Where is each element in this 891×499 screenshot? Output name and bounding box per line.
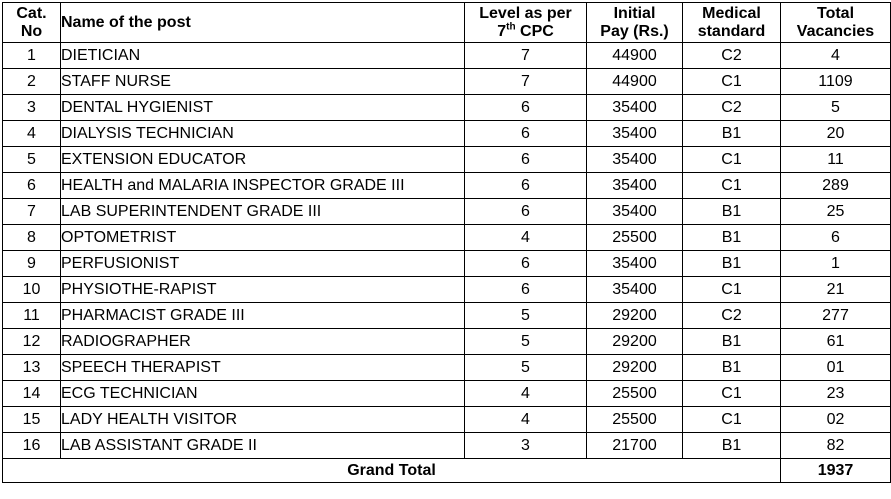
cell-level: 6 <box>465 147 587 173</box>
cell-level: 5 <box>465 329 587 355</box>
cell-level: 6 <box>465 251 587 277</box>
cell-total-vacancies: 23 <box>781 381 891 407</box>
cell-initial-pay: 35400 <box>587 277 683 303</box>
cell-cat-no: 1 <box>3 43 61 69</box>
cell-medical-standard: C1 <box>683 69 781 95</box>
cell-total-vacancies: 6 <box>781 225 891 251</box>
cell-medical-standard: B1 <box>683 433 781 459</box>
cell-post-name: STAFF NURSE <box>61 69 465 95</box>
table-row <box>3 95 891 121</box>
cell-cat-no: 14 <box>3 381 61 407</box>
table-row <box>3 69 891 95</box>
cell-initial-pay: 35400 <box>587 251 683 277</box>
table-row <box>3 433 891 459</box>
cell-post-name: PHARMACIST GRADE III <box>61 303 465 329</box>
cell-level: 5 <box>465 355 587 381</box>
cell-post-name: OPTOMETRIST <box>61 225 465 251</box>
cell-level: 5 <box>465 303 587 329</box>
cell-total-vacancies: 11 <box>781 147 891 173</box>
cell-initial-pay: 35400 <box>587 199 683 225</box>
cell-total-vacancies: 25 <box>781 199 891 225</box>
cell-post-name: HEALTH and MALARIA INSPECTOR GRADE III <box>61 173 465 199</box>
cell-cat-no: 7 <box>3 199 61 225</box>
cell-cat-no: 8 <box>3 225 61 251</box>
cell-total-vacancies: 5 <box>781 95 891 121</box>
cell-total-vacancies: 1 <box>781 251 891 277</box>
table-row <box>3 121 891 147</box>
cell-initial-pay: 35400 <box>587 147 683 173</box>
grand-total-row <box>3 459 891 483</box>
cell-medical-standard: C1 <box>683 277 781 303</box>
cell-total-vacancies: 21 <box>781 277 891 303</box>
cell-initial-pay: 44900 <box>587 69 683 95</box>
cell-level: 4 <box>465 381 587 407</box>
cell-level: 6 <box>465 95 587 121</box>
cell-total-vacancies: 82 <box>781 433 891 459</box>
cell-level: 6 <box>465 199 587 225</box>
cell-medical-standard: C1 <box>683 407 781 433</box>
cell-medical-standard: B1 <box>683 199 781 225</box>
cell-medical-standard: C1 <box>683 173 781 199</box>
table-row <box>3 303 891 329</box>
cell-total-vacancies: 4 <box>781 43 891 69</box>
cell-medical-standard: B1 <box>683 251 781 277</box>
table-row <box>3 277 891 303</box>
cell-level: 6 <box>465 173 587 199</box>
cell-medical-standard: C1 <box>683 147 781 173</box>
cell-initial-pay: 35400 <box>587 95 683 121</box>
cell-initial-pay: 25500 <box>587 407 683 433</box>
cell-level: 7 <box>465 43 587 69</box>
cell-cat-no: 10 <box>3 277 61 303</box>
cell-post-name: LAB SUPERINTENDENT GRADE III <box>61 199 465 225</box>
cell-total-vacancies: 01 <box>781 355 891 381</box>
cell-medical-standard: C2 <box>683 95 781 121</box>
cell-level: 6 <box>465 121 587 147</box>
cell-post-name: LADY HEALTH VISITOR <box>61 407 465 433</box>
cell-post-name: ECG TECHNICIAN <box>61 381 465 407</box>
cell-total-vacancies: 61 <box>781 329 891 355</box>
header-post-name: Name of the post <box>61 3 465 43</box>
cell-cat-no: 16 <box>3 433 61 459</box>
cell-initial-pay: 35400 <box>587 121 683 147</box>
cell-total-vacancies: 02 <box>781 407 891 433</box>
table-row <box>3 225 891 251</box>
header-initial-pay: Initial Pay (Rs.) <box>587 3 683 43</box>
header-medical-standard: Medical standard <box>683 3 781 43</box>
table-row <box>3 173 891 199</box>
cell-initial-pay: 21700 <box>587 433 683 459</box>
header-total-vacancies: Total Vacancies <box>781 3 891 43</box>
cell-medical-standard: C2 <box>683 43 781 69</box>
cell-post-name: LAB ASSISTANT GRADE II <box>61 433 465 459</box>
cell-cat-no: 15 <box>3 407 61 433</box>
header-row <box>3 3 891 43</box>
cell-cat-no: 6 <box>3 173 61 199</box>
grand-total-value: 1937 <box>781 459 891 483</box>
header-cat-no: Cat. No <box>3 3 61 43</box>
cell-post-name: PHYSIOTHE-RAPIST <box>61 277 465 303</box>
cell-post-name: DENTAL HYGIENIST <box>61 95 465 121</box>
cell-cat-no: 5 <box>3 147 61 173</box>
table-row <box>3 407 891 433</box>
cell-level: 4 <box>465 225 587 251</box>
table-row <box>3 381 891 407</box>
vacancy-table <box>2 2 891 483</box>
cell-initial-pay: 44900 <box>587 43 683 69</box>
cell-total-vacancies: 20 <box>781 121 891 147</box>
cell-initial-pay: 35400 <box>587 173 683 199</box>
grand-total-label: Grand Total <box>3 459 781 483</box>
cell-total-vacancies: 277 <box>781 303 891 329</box>
cell-medical-standard: C2 <box>683 303 781 329</box>
cell-initial-pay: 29200 <box>587 303 683 329</box>
cell-cat-no: 3 <box>3 95 61 121</box>
cell-medical-standard: B1 <box>683 121 781 147</box>
cell-medical-standard: B1 <box>683 355 781 381</box>
cell-level: 6 <box>465 277 587 303</box>
cell-medical-standard: B1 <box>683 329 781 355</box>
cell-cat-no: 4 <box>3 121 61 147</box>
cell-cat-no: 9 <box>3 251 61 277</box>
cell-level: 3 <box>465 433 587 459</box>
table-row <box>3 147 891 173</box>
cell-level: 7 <box>465 69 587 95</box>
cell-initial-pay: 29200 <box>587 355 683 381</box>
cell-level: 4 <box>465 407 587 433</box>
cell-initial-pay: 29200 <box>587 329 683 355</box>
cell-post-name: SPEECH THERAPIST <box>61 355 465 381</box>
table-row <box>3 251 891 277</box>
cell-medical-standard: C1 <box>683 381 781 407</box>
cell-medical-standard: B1 <box>683 225 781 251</box>
cell-cat-no: 13 <box>3 355 61 381</box>
cell-post-name: PERFUSIONIST <box>61 251 465 277</box>
cell-total-vacancies: 289 <box>781 173 891 199</box>
header-level: Level as per 7th CPC <box>465 3 587 43</box>
cell-cat-no: 12 <box>3 329 61 355</box>
cell-post-name: EXTENSION EDUCATOR <box>61 147 465 173</box>
cell-initial-pay: 25500 <box>587 381 683 407</box>
cell-cat-no: 2 <box>3 69 61 95</box>
cell-initial-pay: 25500 <box>587 225 683 251</box>
table-row <box>3 329 891 355</box>
table-row <box>3 355 891 381</box>
cell-cat-no: 11 <box>3 303 61 329</box>
cell-post-name: DIALYSIS TECHNICIAN <box>61 121 465 147</box>
cell-post-name: DIETICIAN <box>61 43 465 69</box>
cell-total-vacancies: 1109 <box>781 69 891 95</box>
table-row <box>3 43 891 69</box>
table-row <box>3 199 891 225</box>
cell-post-name: RADIOGRAPHER <box>61 329 465 355</box>
